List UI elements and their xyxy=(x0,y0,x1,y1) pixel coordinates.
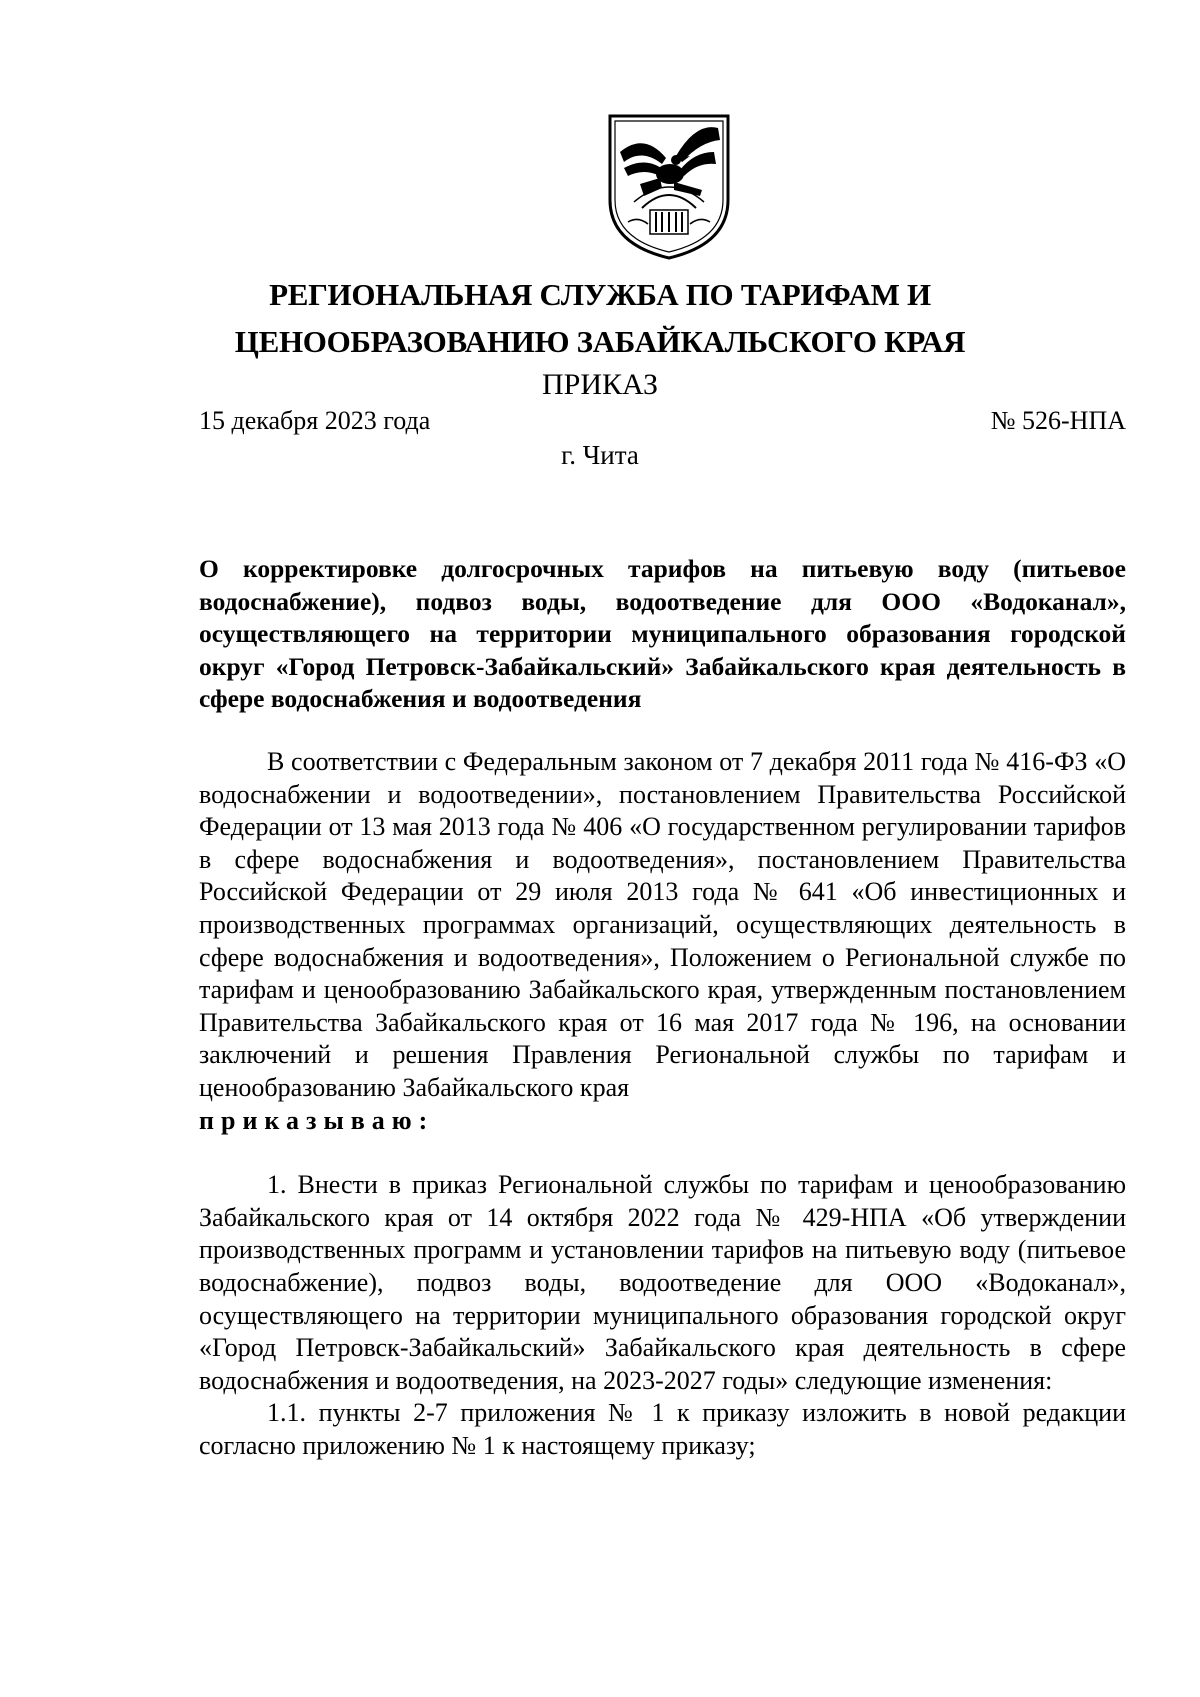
order-body xyxy=(199,746,1126,1462)
organization-name-line2: ЦЕНООБРАЗОВАНИЮ ЗАБАЙКАЛЬСКОГО КРАЯ xyxy=(234,324,966,359)
document-type: ПРИКАЗ xyxy=(542,368,658,401)
item-paragraph-1: 1. Внести в приказ Региональной службы по тарифам и ценообразованию Забайкальского края от 14 октября 2022 года № 429-НПА «Об утверждении производственных программ и установлении тарифов на питьевую воду (питьевое водоснабжение), подвоз воды, водоотведение для ООО «Водоканал», осуществляющего на территории муниципального образования городской округ «Город Петровск-Забайкальский» Забайкальского края деятельность в сфере водоснабжения и водоотведения, на 2023-2027 годы» следующие изменения: xyxy=(199,1170,1126,1395)
decree-line xyxy=(199,1105,1126,1138)
item-paragraph-1-1: 1.1. пункты 2-7 приложения № 1 к приказу изложить в новой редакции согласно приложению № 1 к настоящему приказу; xyxy=(199,1398,1126,1460)
order-subject: О корректировке долгосрочных тарифов на питьевую воду (питьевое водоснабжение), подвоз воды, водоотведение для ООО «Водоканал», осуществляющего на территории муниципального образования городской округ «Город Петровск-Забайкальский» Забайкальского края деятельность в сфере водоснабжения и водоотведения xyxy=(199,554,1126,714)
organization-name-line1: РЕГИОНАЛЬНАЯ СЛУЖБА ПО ТАРИФАМ И xyxy=(269,277,931,312)
order-number: № 526-НПА xyxy=(990,406,1126,435)
preamble-paragraph: В соответствии с Федеральным законом от 7 декабря 2011 года № 416-ФЗ «О водоснабжении и водоотведении», постановлением Правительства Российской Федерации от 13 мая 2013 года № 406 «О государственном регулировании тарифов в сфере водоснабжения и водоотведения», постановлением Правительства Российской Федерации от 29 июля 2013 года № 641 «Об инвестиционных и производственных программах организаций, осуществляющих деятельность в сфере водоснабжения и водоотведения», Положением о Региональной службе по тарифам и ценообразованию Забайкальского края, утвержденным постановлением Правительства Забайкальского края от 16 мая 2017 года № 196, на основании заключений и решения Правления Региональной службы по тарифам и ценообразованию Забайкальского края xyxy=(199,747,1126,1102)
coat-of-arms-icon xyxy=(604,112,734,262)
order-date: 15 декабря 2023 года xyxy=(199,406,431,435)
organization-name xyxy=(0,271,1200,365)
decree-word: приказываю: xyxy=(199,1105,435,1135)
order-city: г. Чита xyxy=(561,440,639,470)
